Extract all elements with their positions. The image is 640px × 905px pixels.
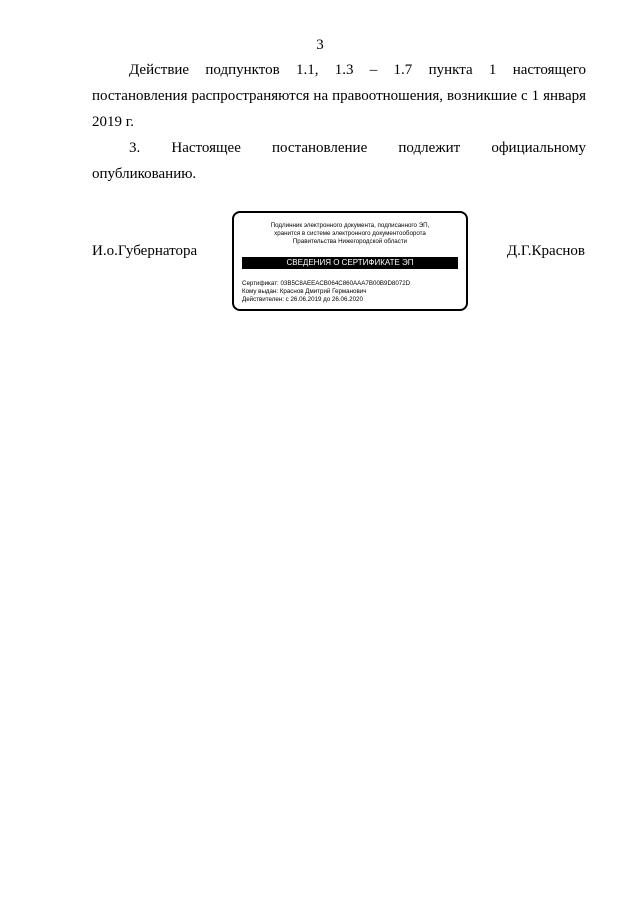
stamp-certificate-number: Сертификат: 03B5C8AEEACB064C860AAA7B00B9D8072D (242, 280, 411, 287)
electronic-signature-stamp (232, 211, 468, 311)
stamp-validity: Действителен: с 26.06.2019 до 26.06.2020 (242, 296, 363, 303)
signer-name: Д.Г.Краснов (506, 243, 585, 259)
paragraph-2-line-2: опубликованию. (92, 166, 197, 182)
stamp-certificate-info (242, 280, 410, 304)
stamp-certificate-bar: СВЕДЕНИЯ О СЕРТИФИКАТЕ ЭП (242, 257, 458, 269)
paragraph-1 (92, 57, 586, 135)
stamp-header (234, 222, 466, 246)
paragraph-2-line-1: 3. Настоящее постановление подлежит официальному (129, 140, 586, 156)
stamp-header-line-2: хранится в системе электронного документооборота (274, 230, 426, 237)
paragraph-1-line-3: 2019 г. (92, 114, 134, 130)
paragraph-2 (92, 135, 586, 187)
page-number: 3 (316, 37, 324, 53)
stamp-header-line-3: Правительства Нижегородской области (292, 238, 408, 245)
signer-title: И.о.Губернатора (92, 243, 198, 259)
stamp-header-line-1: Подлинник электронного документа, подписанного ЭП, (270, 222, 430, 229)
paragraph-1-line-2: постановления распространяются на правоотношения, возникшие с 1 января (92, 88, 586, 104)
paragraph-1-line-1: Действие подпунктов 1.1, 1.3 – 1.7 пункта 1 настоящего (129, 62, 586, 78)
stamp-issued-to: Кому выдан: Краснов Дмитрий Германович (242, 288, 367, 295)
